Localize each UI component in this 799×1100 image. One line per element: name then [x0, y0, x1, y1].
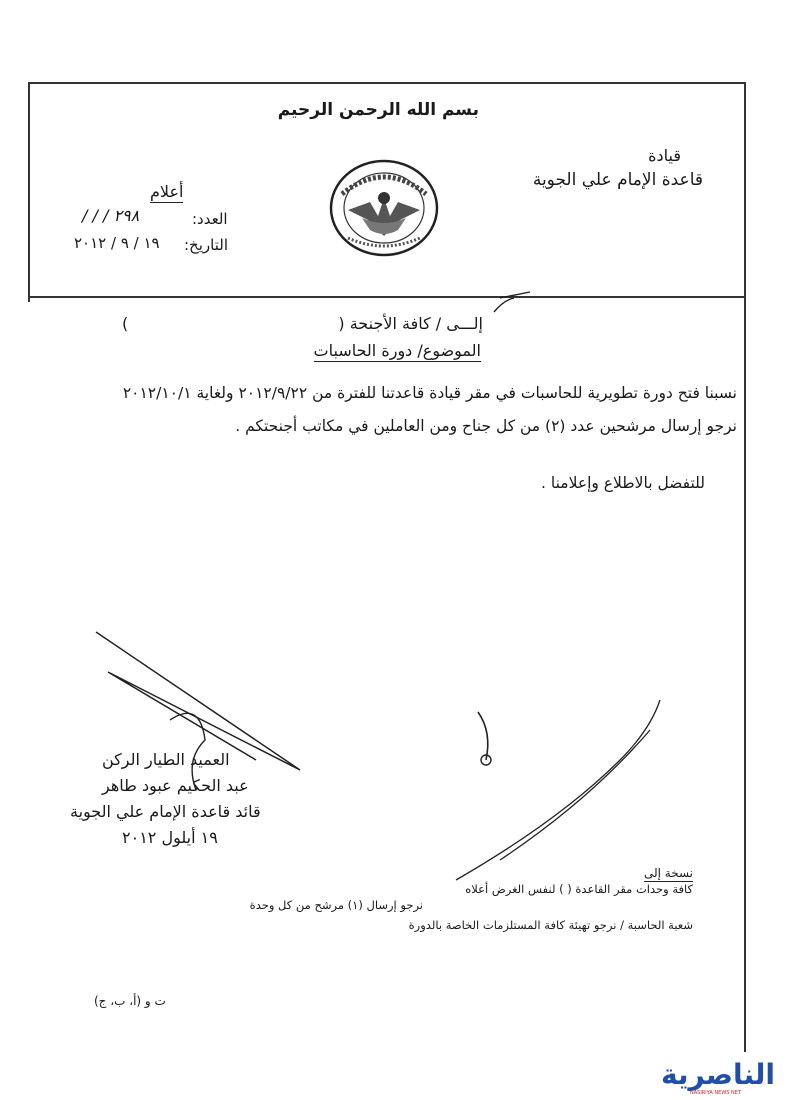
body-line-1: نسبنا فتح دورة تطويرية للحاسبات في مقر قيادة قاعدتنا للفترة من ٢٠١٢/٩/٢٢ ولغاية ٢٠١٢/١٠/١	[122, 384, 737, 402]
copies-line-1: كافة وحدات مقر القاعدة ( ) لنفس الغرض أعلاه	[465, 882, 693, 896]
handwritten-minute-line-2	[500, 730, 650, 860]
copies-line-3: شعبة الحاسبة / نرجو تهيئة كافة المستلزمات الخاصة بالدورة	[408, 918, 693, 932]
command-title: قيادة	[648, 146, 681, 165]
signature-date: ١٩ أيلول ٢٠١٢	[122, 828, 218, 847]
hand-tick-mark	[494, 292, 530, 312]
body-line-2: نرجو إرسال مرشحين عدد (٢) من كل جناح ومن العاملين في مكاتب أجنحتكم .	[235, 417, 737, 435]
distribution-code: ت و (أ، ب، ج)	[94, 994, 166, 1008]
watermark-logo-text: الناصرية	[660, 1058, 775, 1091]
signatory-name: عبد الحكيم عبود طاهر	[102, 776, 249, 795]
command-base-name: قاعدة الإمام علي الجوية	[532, 170, 703, 190]
watermark-logo-subtext: NASIRIYA NEWS NET	[690, 1090, 741, 1096]
body-closing: للتفضل بالاطلاع وإعلامنا .	[541, 474, 705, 492]
number-value: ٢٩٨ / / /	[82, 206, 140, 225]
copies-line-2: نرجو إرسال (١) مرشح من كل وحدة	[249, 898, 423, 912]
signatory-rank: العميد الطيار الركن	[102, 750, 230, 769]
ref-heading: أعلام	[150, 182, 184, 201]
copies-heading: نسخة إلى	[643, 866, 693, 880]
date-label: التاريخ:	[184, 236, 228, 254]
date-value: ١٩ / ٩ / ٢٠١٢	[74, 234, 160, 252]
signatory-position: قائد قاعدة الإمام علي الجوية	[70, 802, 261, 821]
signature-flourish	[170, 713, 205, 790]
handwritten-minute-line	[456, 700, 660, 880]
margin-mark	[478, 712, 488, 760]
number-label: العدد:	[192, 210, 228, 228]
basmala: بسم الله الرحمن الرحيم	[277, 100, 479, 120]
to-recipients-line: إلـــى / كافة الأجنحة (	[338, 314, 483, 333]
subject-line: الموضوع/ دورة الحاسبات	[313, 341, 481, 360]
to-recipients-close-paren: )	[122, 314, 129, 333]
